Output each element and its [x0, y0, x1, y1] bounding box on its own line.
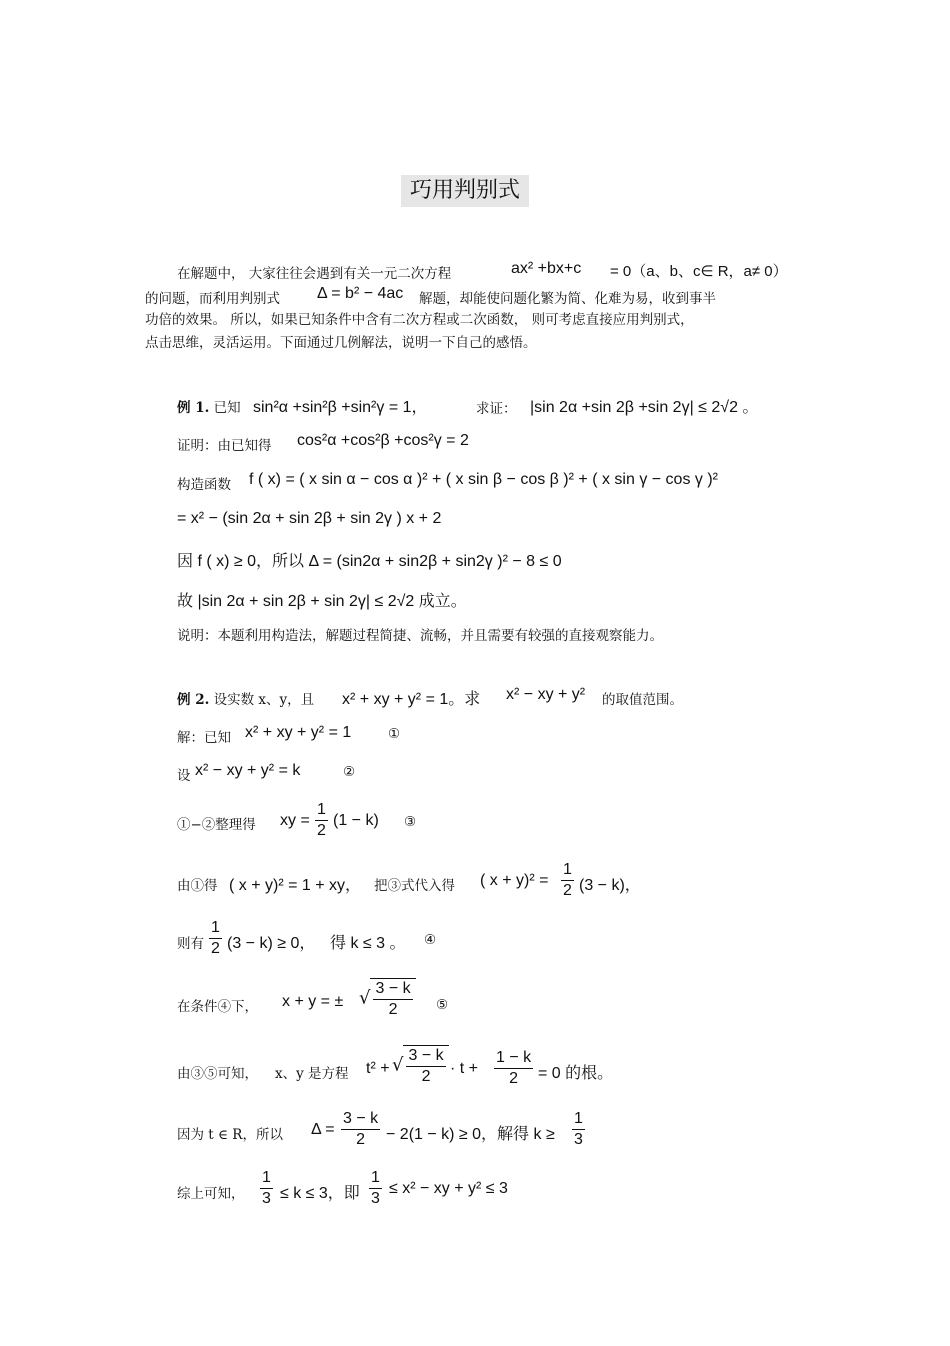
ex2-root-label: 由③⑤可知，: [177, 1066, 258, 1082]
ex2-from1-eq: ( x + y)² = 1 + xy，: [229, 877, 362, 894]
ex1-goal: |sin 2α +sin 2β +sin 2γ| ≤ 2√2 。: [530, 399, 759, 416]
ex2-header: [177, 688, 314, 708]
frac-den: 3: [262, 1190, 271, 1207]
frac-den: 2: [211, 940, 220, 957]
ex2-then-label: 则有: [177, 936, 204, 952]
frac-num: 1: [315, 800, 328, 821]
ex2-root-sqrt: √ $\frac{3 - k}{2}$: [392, 1045, 449, 1087]
page-title: 巧用判别式: [401, 175, 529, 207]
ex2-mark-4: ④: [424, 932, 437, 948]
ex1-expand: = x² − (sin 2α + sin 2β + sin 2γ ) x + 2: [177, 510, 442, 527]
frac-den: 2: [356, 1131, 366, 1148]
frac-den: 2: [509, 1070, 519, 1087]
ex2-then-frac: [209, 918, 222, 959]
ex2-root-dot: · t +: [450, 1060, 479, 1077]
ex2-real-delta: Δ =: [311, 1121, 335, 1138]
ex1-therefore: 故 |sin 2α + sin 2β + sin 2γ| ≤ 2√2 成立。: [177, 593, 467, 610]
frac-den: 2: [317, 822, 326, 839]
frac-num: 3 − k: [406, 1046, 445, 1067]
intro-line-2c: 解题，却能使问题化繁为简、化难为易，收到事半: [419, 291, 716, 307]
ex2-sol-eq: x² + xy + y² = 1: [245, 724, 352, 741]
frac-num: 1: [572, 1109, 585, 1130]
ex1-construct-label: 构造函数: [177, 477, 231, 493]
ex2-from1-rhs: (3 − k)，: [579, 877, 641, 894]
frac-den: 3: [371, 1190, 380, 1207]
ex2-mark-3: ③: [404, 814, 417, 830]
ex2-set-eq: x² − xy + y² = k: [195, 762, 301, 779]
ex1-label: 例 1.: [177, 400, 210, 416]
frac-num: 1: [260, 1168, 273, 1189]
ex2-sum-end: ≤ x² − xy + y² ≤ 3: [389, 1180, 508, 1197]
frac-den: 2: [421, 1068, 431, 1085]
ex2-then-get: 得 k ≤ 3 。: [330, 935, 406, 952]
ex2-sub-rhs: (1 − k): [333, 812, 379, 829]
ex2-sub-frac: [315, 800, 328, 841]
ex2-real-label: 因为 t ∈ R，所以: [177, 1127, 283, 1143]
ex2-label: 例 2.: [177, 692, 210, 708]
ex2-cond-label: 在条件④下，: [177, 999, 258, 1015]
ex2-from1-sub: 把③式代入得: [374, 878, 455, 894]
ex2-sum-label: 综上可知，: [177, 1186, 245, 1202]
ex1-proof-label: 证明：由已知得: [177, 438, 272, 454]
ex2-mark-1: ①: [388, 726, 401, 742]
frac-num: 1: [561, 860, 574, 881]
frac-num: 3 − k: [373, 979, 412, 1000]
ex2-real-third: [572, 1109, 585, 1150]
intro-line-1c: = 0（a、b、c∈ R，a≠ 0）: [610, 263, 788, 280]
ex1-condition: sin²α +sin²β +sin²γ = 1，: [253, 399, 428, 416]
frac-den: 2: [563, 882, 572, 899]
ex2-set-label: 设: [177, 768, 191, 784]
ex2-sum-frac-1: [260, 1168, 273, 1209]
intro-line-2a: 的问题，而利用判别式: [145, 291, 280, 307]
ex2-root-t2: t² +: [366, 1060, 390, 1077]
ex2-root-end: = 0 的根。: [538, 1065, 614, 1082]
ex1-header: [177, 396, 241, 416]
ex1-because: 因 f ( x) ≥ 0，所以 Δ = (sin2α + sin2β + sin2γ )² − 8 ≤ 0: [177, 553, 562, 570]
ex2-from1-frac: [561, 860, 574, 901]
ex2-mark-5: ⑤: [436, 997, 449, 1013]
ex1-proof-eq: cos²α +cos²β +cos²γ = 2: [297, 432, 469, 449]
ex1-known: 已知: [213, 400, 241, 416]
frac-num: 1: [369, 1168, 382, 1189]
intro-line-4: 点击思维，灵活运用。下面通过几例解法，说明一下自己的感悟。: [145, 335, 537, 351]
frac-num: 1 − k: [494, 1048, 533, 1069]
ex2-sub-label: ①−②整理得: [177, 817, 256, 833]
ex2-stmt-b: x² + xy + y² = 1。求: [342, 691, 481, 708]
ex1-construct-eq: f ( x) = ( x sin α − cos α )² + ( x sin β − cos β )² + ( x sin γ − cos γ )²: [249, 471, 718, 488]
ex2-real-frac: [341, 1109, 380, 1150]
intro-line-3: 功倍的效果。 所以，如果已知条件中含有二次方程或二次函数， 则可考虑直接应用判别式，: [145, 312, 694, 328]
ex2-stmt-a: 设实数 x、y，且: [213, 692, 315, 708]
ex2-cond-sqrt: √ $\frac{3 - k}{2}$: [359, 978, 416, 1020]
ex2-cond-lhs: x + y = ±: [282, 993, 344, 1010]
ex2-sub-lhs: xy =: [280, 812, 310, 829]
intro-line-1a: 在解题中， 大家往往会遇到有关一元二次方程: [177, 266, 452, 282]
frac-den: 3: [574, 1131, 583, 1148]
intro-line-1b: ax² +bx+c: [511, 260, 582, 277]
ex2-sum-frac-2: [369, 1168, 382, 1209]
ex2-sol-label: 解：已知: [177, 730, 231, 746]
ex2-from1-label: 由①得: [177, 878, 218, 894]
frac-num: 3 − k: [341, 1109, 380, 1130]
ex1-note: 说明：本题利用构造法，解题过程简捷、流畅，并且需要有较强的直接观察能力。: [177, 628, 663, 644]
ex1-prove: 求证：: [476, 401, 517, 417]
ex2-real-rest: − 2(1 − k) ≥ 0，解得 k ≥: [386, 1126, 555, 1143]
ex2-from1-eq2: ( x + y)² =: [480, 872, 549, 889]
ex2-sum-mid: ≤ k ≤ 3，即: [280, 1185, 360, 1202]
ex2-stmt-d: 的取值范围。: [602, 692, 683, 708]
ex2-mark-2: ②: [343, 764, 356, 780]
ex2-stmt-c: x² − xy + y²: [506, 686, 586, 703]
ex2-then-rhs: (3 − k) ≥ 0，: [227, 935, 316, 952]
frac-num: 1: [209, 918, 222, 939]
intro-line-2b: Δ = b² − 4ac: [317, 285, 404, 302]
frac-den: 2: [388, 1001, 398, 1018]
ex2-root-xy: x、y 是方程: [275, 1066, 349, 1082]
ex2-root-frac: [494, 1048, 533, 1089]
